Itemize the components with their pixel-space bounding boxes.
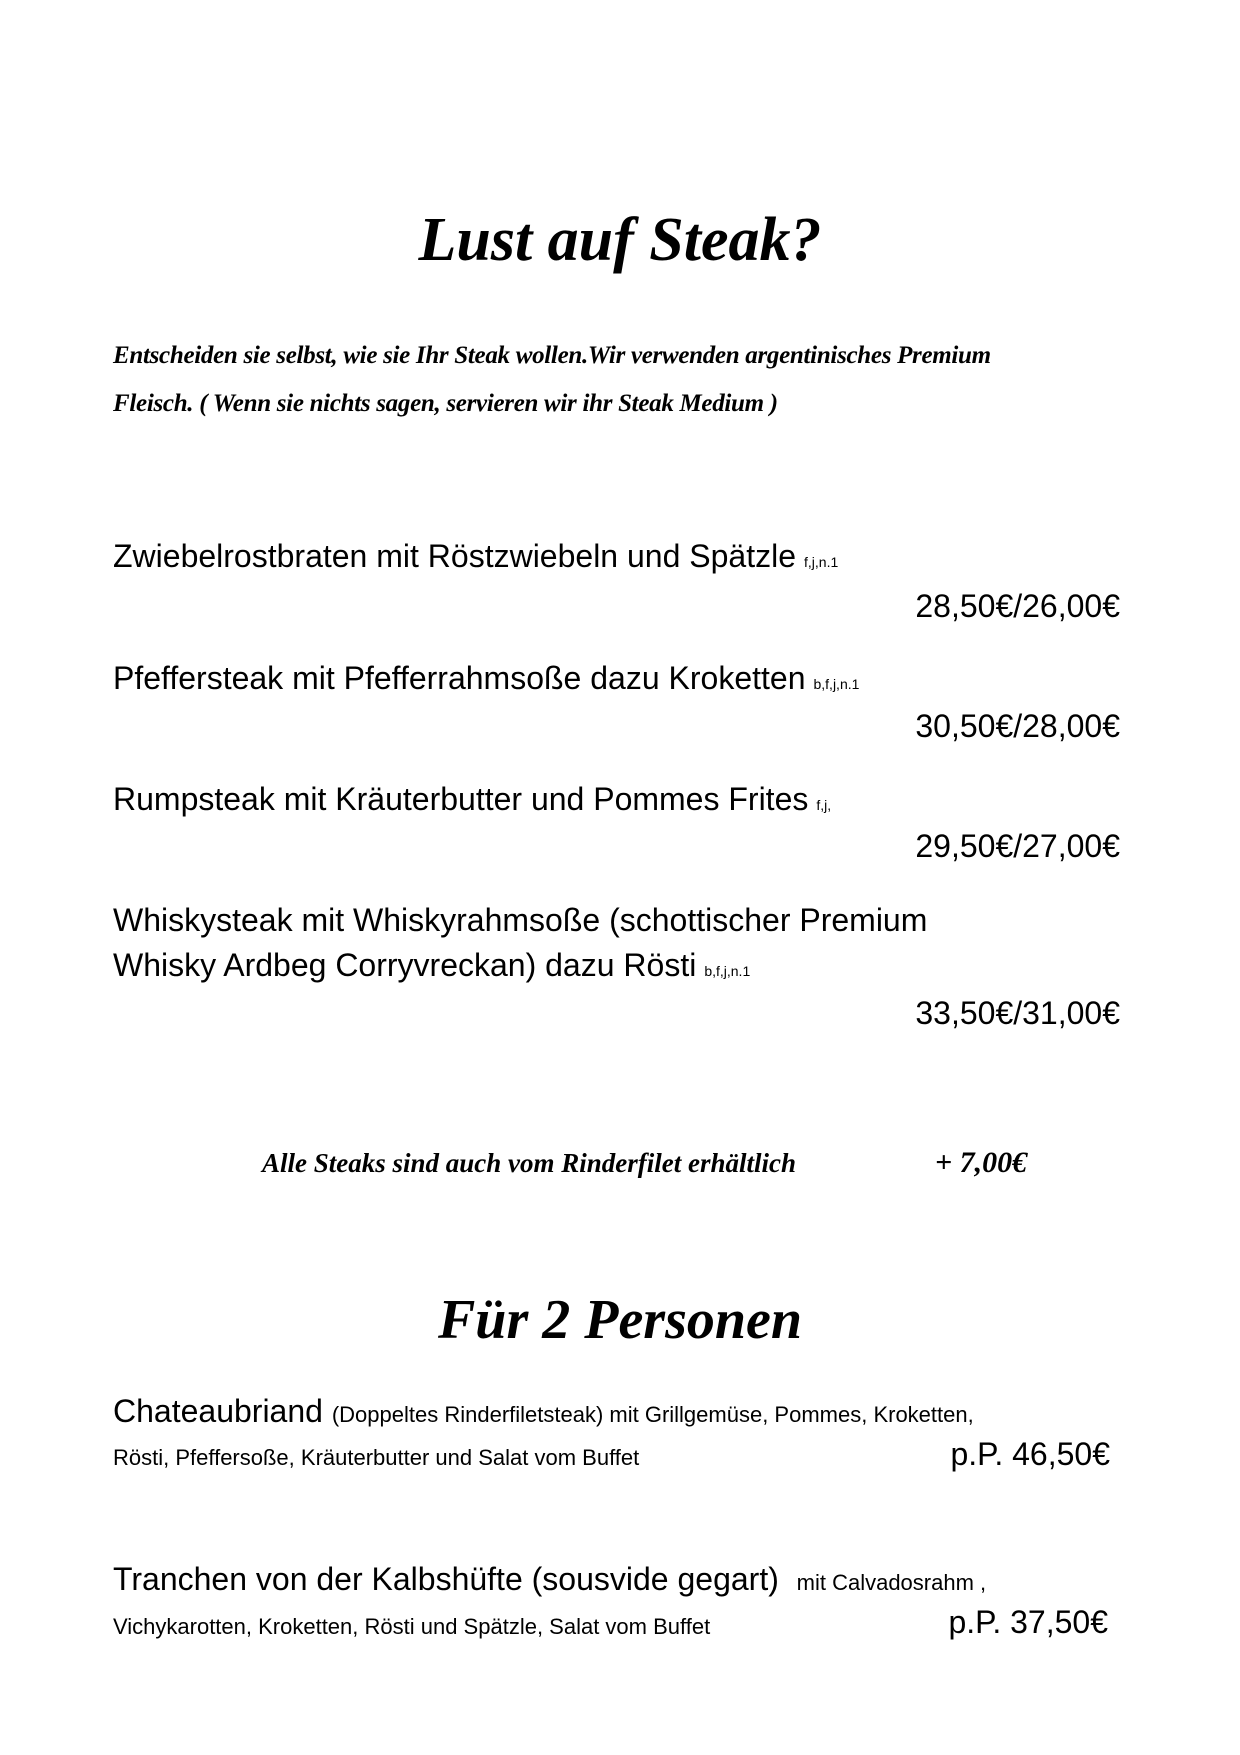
for-two-price: p.P. 37,50€	[948, 1604, 1108, 1640]
item-name: Tranchen von der Kalbshüfte (sousvide gegart)	[113, 1561, 779, 1597]
for-two-price: p.P. 46,50€	[950, 1436, 1110, 1472]
intro-line-1: Entscheiden sie selbst, wie sie Ihr Steak wollen.Wir verwenden argentinisches Premium	[113, 342, 991, 369]
item-name: Pfeffersteak mit Pfefferrahmsoße dazu Kroketten	[113, 660, 806, 696]
for-two-item-line-2: Rösti, Pfeffersoße, Kräuterbutter und Salat vom Buffet	[113, 1445, 640, 1470]
item-name: Whisky Ardbeg Corryvreckan) dazu Rösti	[113, 947, 697, 983]
menu-item-price: 29,50€/27,00€	[915, 828, 1120, 864]
for-two-item-line-1	[113, 1393, 974, 1430]
item-description: mit Calvadosrahm ,	[796, 1570, 987, 1595]
intro-line-2: Fleisch. ( Wenn sie nichts sagen, servieren wir ihr Steak Medium )	[113, 390, 778, 417]
item-name: Zwiebelrostbraten mit Röstzwiebeln und Spätzle	[113, 538, 796, 574]
page-title: Lust auf Steak?	[418, 206, 822, 274]
menu-item-name	[113, 781, 831, 818]
filet-surcharge: + 7,00€	[935, 1146, 1028, 1179]
item-description: (Doppeltes Rinderfiletsteak) mit Grillgemüse, Pommes, Kroketten,	[331, 1402, 974, 1427]
item-name: Rumpsteak mit Kräuterbutter und Pommes Frites	[113, 781, 809, 817]
menu-item-name	[113, 660, 859, 697]
menu-item-name-line-1: Whiskysteak mit Whiskyrahmsoße (schottischer Premium	[113, 902, 928, 938]
allergen-codes: f,j,n.1	[804, 554, 839, 570]
menu-item-price: 30,50€/28,00€	[915, 708, 1120, 744]
allergen-codes: f,j,	[816, 797, 832, 813]
allergen-codes: b,f,j,n.1	[704, 963, 751, 979]
menu-item-name	[113, 538, 838, 575]
menu-item-price: 28,50€/26,00€	[915, 588, 1120, 624]
item-name: Chateaubriand	[113, 1393, 323, 1429]
for-two-item-line-1	[113, 1561, 986, 1598]
for-two-item-line-2: Vichykarotten, Kroketten, Rösti und Spätzle, Salat vom Buffet	[113, 1614, 711, 1639]
section-title: Für 2 Personen	[437, 1289, 803, 1351]
menu-item-price: 33,50€/31,00€	[915, 995, 1120, 1031]
allergen-codes: b,f,j,n.1	[813, 676, 860, 692]
filet-note: Alle Steaks sind auch vom Rinderfilet erhältlich	[262, 1148, 797, 1178]
menu-item-name-line-2	[113, 947, 750, 984]
